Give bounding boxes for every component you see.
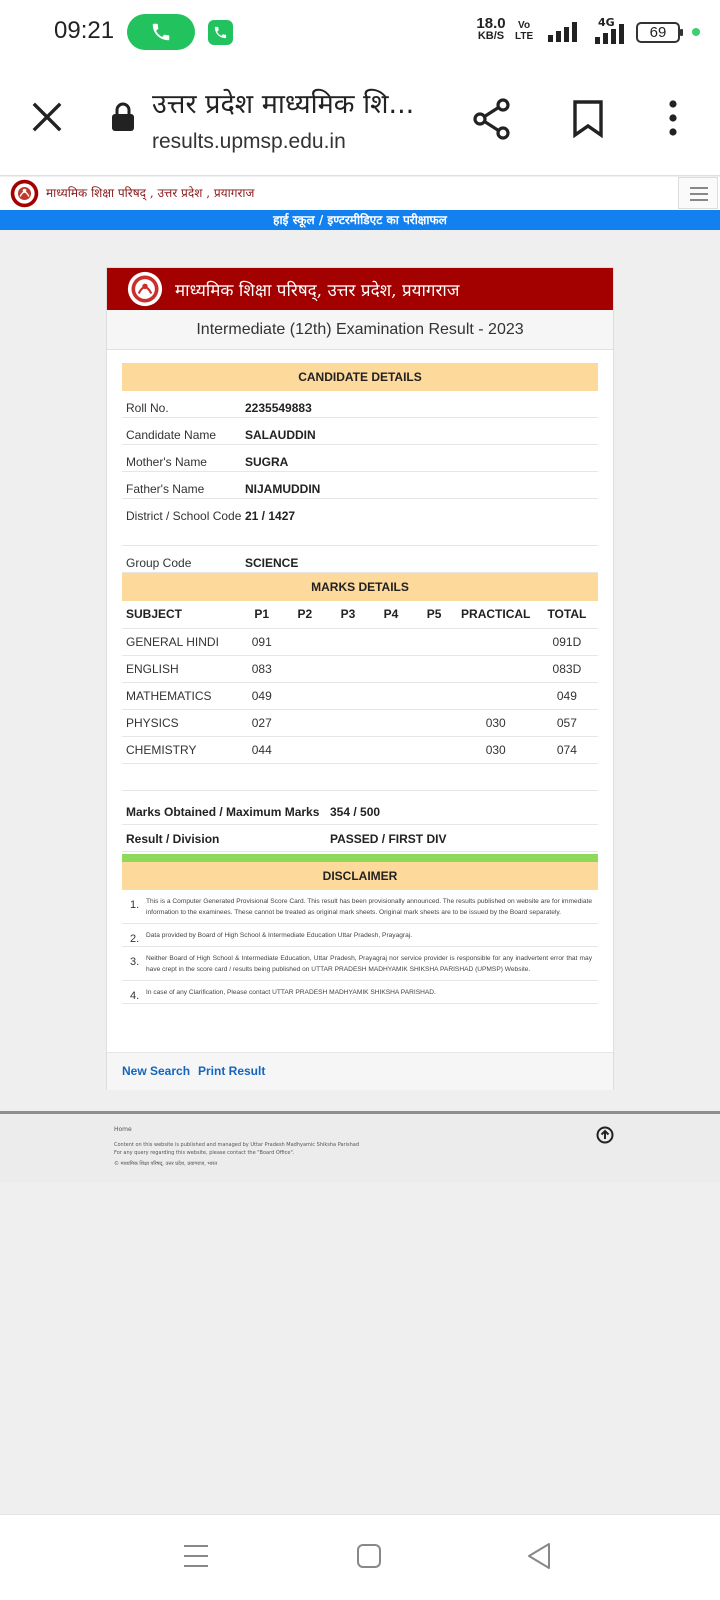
marks-cell-subject: CHEMISTRY [122, 736, 240, 763]
footer-line-2: For any query regarding this website, please contact the "Board Office". [114, 1150, 295, 1156]
volte-indicator [515, 20, 533, 42]
marks-cell-p2 [283, 709, 326, 736]
marks-cell-p3 [326, 736, 369, 763]
marks-details-heading: MARKS DETAILS [122, 573, 598, 601]
marks-cell-p3 [326, 655, 369, 682]
marks-row [122, 682, 598, 709]
lock-icon[interactable] [111, 102, 135, 132]
marks-header-cell: SUBJECT [122, 601, 240, 628]
disclaimer-heading: DISCLAIMER [122, 862, 598, 890]
marks-cell-p3 [326, 709, 369, 736]
candidate-row-value: 21 / 1427 [245, 509, 296, 523]
site-banner[interactable]: हाई स्कूल / इण्टरमीडिएट का परीक्षाफल [0, 210, 720, 230]
ongoing-call-chip[interactable] [127, 14, 195, 50]
marks-row [122, 709, 598, 736]
candidate-row-label: Group Code [126, 556, 192, 570]
volte-top: Vo [518, 20, 531, 31]
marks-cell-total: 091D [536, 628, 598, 655]
marks-cell-p1: 091 [240, 628, 283, 655]
network-speed-value: 18.0 [476, 15, 506, 32]
candidate-row-value: SALAUDDIN [245, 428, 316, 442]
url-display[interactable]: results.upmsp.edu.in [152, 130, 346, 153]
marks-cell-p5 [413, 682, 456, 709]
signal-strength-2-icon [595, 18, 625, 44]
pass-status-bar [122, 854, 598, 862]
hamburger-icon [690, 187, 708, 189]
marks-cell-p3 [326, 628, 369, 655]
result-card [106, 267, 614, 1090]
marks-header-cell: P1 [240, 601, 283, 628]
hamburger-menu-button[interactable] [678, 177, 718, 209]
marks-cell-p5 [413, 628, 456, 655]
call-notification-icon [208, 20, 233, 45]
marks-header-cell: PRACTICAL [456, 601, 536, 628]
marks-table [122, 601, 598, 764]
marks-cell-p1: 044 [240, 736, 283, 763]
arrow-up-circle-icon[interactable] [596, 1126, 614, 1144]
marks-cell-practical [456, 682, 536, 709]
marks-row [122, 736, 598, 763]
marks-row [122, 655, 598, 682]
disclaimer-number: 2. [130, 932, 140, 945]
disclaimer-text: This is a Computer Generated Provisional Score Card. This result has been provisionally announced. The results published on website are for immediate information to the examinees. These cannot be treated as original mark sheets. Original mark sheets are to be issued by the Board separately. [146, 897, 592, 916]
marks-cell-total: 083D [536, 655, 598, 682]
marks-rows [122, 628, 598, 763]
candidate-row [122, 445, 598, 472]
bookmark-icon[interactable] [572, 100, 604, 138]
footer-home-link[interactable]: Home [114, 1126, 132, 1133]
disclaimer-number: 3. [130, 955, 140, 968]
privacy-dot-icon [692, 28, 700, 36]
marks-spacer-row [122, 764, 598, 791]
system-nav-bar [0, 1514, 720, 1600]
card-actions [107, 1052, 613, 1090]
board-emblem-icon [127, 271, 163, 307]
network-speed [474, 15, 508, 42]
marks-cell-subject: GENERAL HINDI [122, 628, 240, 655]
more-vert-icon[interactable] [666, 100, 680, 136]
candidate-row [122, 391, 598, 418]
card-header [107, 268, 613, 310]
candidate-row-value: SUGRA [245, 455, 289, 469]
marks-cell-total: 057 [536, 709, 598, 736]
disclaimer-item [122, 924, 598, 947]
result-summary [122, 798, 598, 852]
marks-header-cell: P3 [326, 601, 369, 628]
board-logo-icon [10, 179, 39, 208]
network-type: 4G [598, 16, 615, 29]
candidate-row-label: District / School Code [126, 509, 242, 523]
disclaimer-text: Data provided by Board of High School & Intermediate Education Uttar Pradesh, Prayagraj. [146, 931, 413, 939]
marks-cell-p3 [326, 682, 369, 709]
marks-cell-p2 [283, 628, 326, 655]
status-time: 09:21 [54, 17, 115, 44]
back-icon[interactable] [526, 1542, 552, 1570]
print-result-link[interactable]: Print Result [198, 1064, 266, 1078]
summary-value: 354 / 500 [330, 804, 381, 819]
marks-header-row [122, 601, 598, 628]
marks-cell-p1: 049 [240, 682, 283, 709]
summary-label: Result / Division [126, 831, 220, 846]
new-search-link[interactable]: New Search [122, 1064, 191, 1078]
browser-toolbar [0, 64, 720, 176]
signal-strength-icon [548, 22, 578, 42]
candidate-row [122, 499, 598, 546]
marks-cell-p2 [283, 655, 326, 682]
marks-cell-p4 [369, 682, 412, 709]
marks-cell-total: 049 [536, 682, 598, 709]
summary-row [122, 825, 598, 852]
marks-cell-p4 [369, 736, 412, 763]
marks-header-cell: P2 [283, 601, 326, 628]
candidate-row-label: Roll No. [126, 401, 169, 415]
page-footer [0, 1111, 720, 1183]
marks-cell-practical [456, 655, 536, 682]
marks-cell-p5 [413, 655, 456, 682]
disclaimer-number: 4. [130, 989, 140, 1002]
marks-cell-p4 [369, 655, 412, 682]
candidate-row-value: NIJAMUDDIN [245, 482, 321, 496]
marks-header-cell: TOTAL [536, 601, 598, 628]
marks-cell-p4 [369, 709, 412, 736]
share-icon[interactable] [472, 98, 512, 140]
phone-icon [150, 21, 172, 43]
candidate-row [122, 418, 598, 445]
marks-cell-practical: 030 [456, 736, 536, 763]
summary-label: Marks Obtained / Maximum Marks [126, 804, 320, 819]
page-title[interactable]: उत्तर प्रदेश माध्यमिक शि... [152, 89, 415, 120]
marks-cell-p5 [413, 736, 456, 763]
card-body [122, 363, 598, 1004]
candidate-details-heading: CANDIDATE DETAILS [122, 363, 598, 391]
disclaimer-item [122, 947, 598, 981]
marks-cell-subject: MATHEMATICS [122, 682, 240, 709]
marks-header-cell: P4 [369, 601, 412, 628]
candidate-row [122, 546, 598, 573]
hamburger-icon-bar [690, 199, 708, 201]
candidate-row-label: Candidate Name [126, 428, 217, 442]
spacer [122, 791, 598, 798]
candidate-row [122, 472, 598, 499]
marks-cell-p2 [283, 682, 326, 709]
candidate-row-label: Mother's Name [126, 455, 207, 469]
marks-row [122, 628, 598, 655]
candidate-row-value: 2235549883 [245, 401, 312, 415]
marks-cell-subject: PHYSICS [122, 709, 240, 736]
summary-value: PASSED / FIRST DIV [330, 831, 447, 846]
disclaimer-item [122, 890, 598, 924]
close-icon[interactable] [30, 100, 64, 134]
board-title: माध्यमिक शिक्षा परिषद्, उत्तर प्रदेश, प्रयागराज [175, 281, 460, 301]
exam-title: Intermediate (12th) Examination Result - 2023 [107, 310, 613, 350]
marks-cell-p1: 027 [240, 709, 283, 736]
marks-cell-p5 [413, 709, 456, 736]
disclaimer-number: 1. [130, 898, 140, 911]
marks-cell-p1: 083 [240, 655, 283, 682]
battery-indicator: 69 [636, 22, 680, 43]
hamburger-icon-bar [690, 193, 708, 195]
volte-bottom: LTE [515, 31, 534, 42]
marks-cell-practical: 030 [456, 709, 536, 736]
footer-copyright: © माध्यमिक शिक्षा परिषद्, उत्तर प्रदेश, प्रयागराज, भारत [114, 1161, 218, 1167]
disclaimer-text: Neither Board of High School & Intermediate Education, Uttar Pradesh, Prayagraj nor service provider is responsible for any inadvertent error that may have crept in the score card / results being published on UTTAR PRADESH MADHYAMIK SHIKSHA PARISHAD (UPMSP) Website. [146, 954, 592, 973]
summary-row [122, 798, 598, 825]
home-icon[interactable] [356, 1543, 382, 1569]
marks-cell-p4 [369, 628, 412, 655]
marks-cell-subject: ENGLISH [122, 655, 240, 682]
candidate-details [122, 391, 598, 573]
marks-cell-total: 074 [536, 736, 598, 763]
marks-header-cell: P5 [413, 601, 456, 628]
marks-cell-practical [456, 628, 536, 655]
marks-cell-p2 [283, 736, 326, 763]
site-header-title[interactable]: माध्यमिक शिक्षा परिषद् , उत्तर प्रदेश , प्रयागराज [46, 186, 255, 200]
recent-apps-icon[interactable] [183, 1543, 209, 1569]
candidate-row-value: SCIENCE [245, 556, 299, 570]
candidate-row-label: Father's Name [126, 482, 205, 496]
site-header [0, 177, 720, 210]
network-speed-unit: KB/S [477, 30, 505, 42]
status-bar [0, 0, 720, 64]
footer-line-1: Content on this website is published and managed by Uttar Pradesh Madhyamic Shiksha Parishad [114, 1142, 360, 1148]
disclaimer-text: In case of any Clarification, Please contact UTTAR PRADESH MADHYAMIK SHIKSHA PARISHAD. [146, 988, 436, 996]
disclaimer-item [122, 981, 598, 1004]
disclaimer-list [122, 890, 598, 1004]
